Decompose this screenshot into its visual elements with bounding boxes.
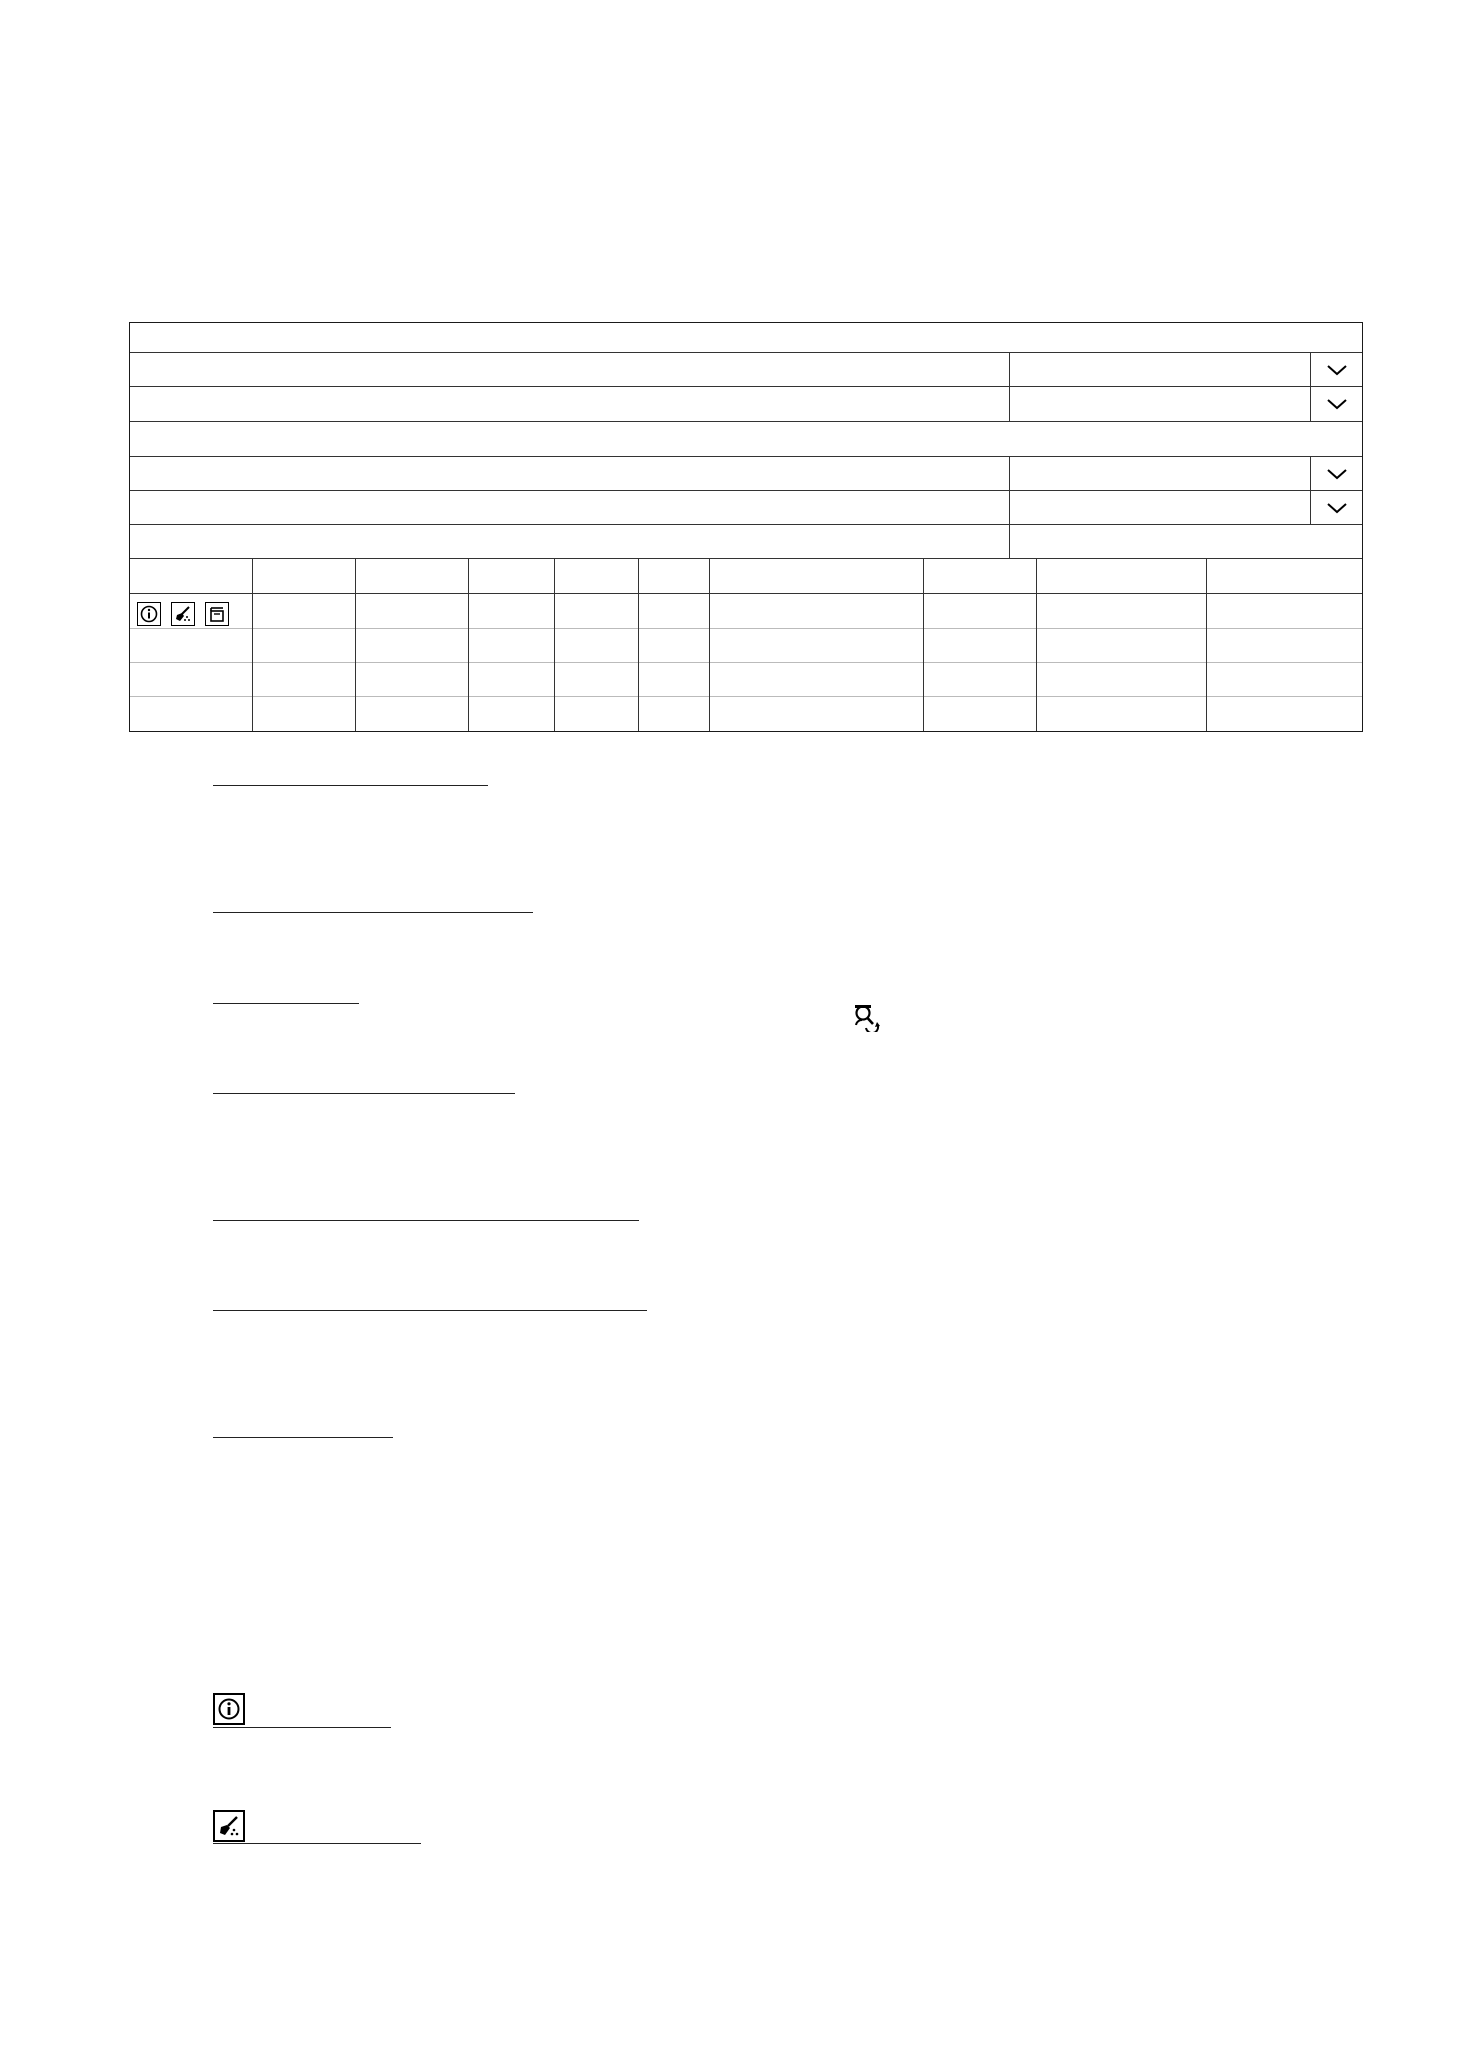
select-field-3[interactable] (1010, 457, 1311, 490)
grid-col-divider (1036, 558, 1037, 731)
dropdown-button-3[interactable] (1310, 457, 1362, 490)
grid-col-divider (638, 558, 639, 731)
dropdown-button-4[interactable] (1310, 491, 1362, 524)
text-input-field[interactable] (1010, 525, 1362, 558)
data-grid (130, 558, 1362, 731)
dropdown-button-1[interactable] (1310, 353, 1362, 386)
form-row-select-4 (130, 491, 1362, 525)
info-icon (140, 605, 158, 623)
info-heading-icon (213, 1693, 245, 1725)
export-icon (208, 605, 226, 623)
broom-icon (217, 1814, 241, 1838)
chevron-down-icon (1326, 397, 1348, 411)
section-heading-6 (213, 1310, 647, 1311)
grid-col-divider (1206, 558, 1207, 731)
grid-col-divider (709, 558, 710, 731)
section-heading-clean (213, 1843, 421, 1844)
chevron-down-icon (1326, 467, 1348, 481)
clean-heading-icon (213, 1810, 245, 1842)
chevron-down-icon (1326, 363, 1348, 377)
grid-col-divider (355, 558, 356, 731)
section-heading-1 (213, 785, 488, 786)
form-row-select-3 (130, 457, 1362, 491)
select-field-2[interactable] (1010, 387, 1311, 421)
grid-col-divider (554, 558, 555, 731)
section-heading-info (213, 1727, 391, 1728)
section-heading-4 (213, 1093, 515, 1094)
section-heading-3 (213, 1003, 359, 1004)
section-heading-5 (213, 1220, 639, 1221)
grid-col-divider (468, 558, 469, 731)
dropdown-button-2[interactable] (1310, 387, 1362, 421)
section-heading-2 (213, 912, 533, 913)
form-row-select-2 (130, 387, 1362, 422)
form-row-select-1 (130, 353, 1362, 387)
select-field-1[interactable] (1010, 353, 1311, 386)
form-row-input (130, 525, 1362, 559)
settings-form-table (129, 322, 1363, 732)
export-button[interactable] (205, 602, 229, 626)
select-field-4[interactable] (1010, 491, 1311, 524)
info-icon (217, 1697, 241, 1721)
broom-icon (174, 605, 192, 623)
grid-col-divider (923, 558, 924, 731)
form-section-row (130, 422, 1362, 457)
form-title-row (130, 323, 1362, 353)
clean-button[interactable] (171, 602, 195, 626)
section-heading-7 (213, 1437, 393, 1438)
info-button[interactable] (137, 602, 161, 626)
chevron-down-icon (1326, 501, 1348, 515)
search-refresh-icon (852, 1002, 882, 1032)
grid-col-divider (252, 558, 253, 731)
row-action-icons (137, 602, 229, 626)
